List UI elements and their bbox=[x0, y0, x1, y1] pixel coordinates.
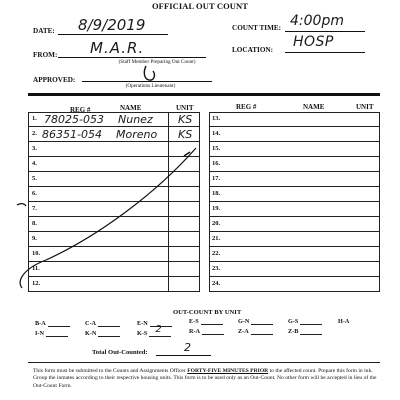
date-value: 8/9/2019 bbox=[78, 16, 146, 34]
reg-cell: 86351-054 bbox=[42, 128, 102, 141]
count-time-value: 4:00pm bbox=[290, 13, 344, 29]
unit-header-right: UNIT bbox=[356, 103, 374, 111]
table-row[interactable]: 16. bbox=[209, 157, 380, 172]
reg-header-left: REG # bbox=[70, 106, 91, 114]
unit-cell: KS bbox=[178, 128, 193, 141]
from-value: M.A.R. bbox=[90, 39, 145, 57]
unit-count-gn[interactable]: G-N bbox=[238, 318, 273, 325]
name-header-left: NAME bbox=[120, 104, 142, 112]
date-label: DATE: bbox=[33, 27, 55, 35]
table-row[interactable]: 6. bbox=[28, 187, 200, 202]
table-row[interactable]: 12. bbox=[28, 277, 200, 292]
name-cell: Nunez bbox=[118, 113, 153, 126]
table-row[interactable]: 3. bbox=[28, 142, 200, 157]
total-label: Total Out-Counted: bbox=[92, 349, 148, 356]
unit-count-ba[interactable]: B-A bbox=[35, 320, 70, 327]
table-row[interactable]: 13. bbox=[209, 112, 380, 127]
table-row[interactable]: 14. bbox=[209, 127, 380, 142]
unit-count-ra[interactable]: R-A bbox=[189, 328, 224, 335]
unit-count-es[interactable]: E-S bbox=[189, 318, 223, 325]
name-header-right: NAME bbox=[303, 103, 325, 111]
unit-cell: KS bbox=[178, 113, 193, 126]
form-title: OFFICIAL OUT COUNT bbox=[151, 1, 249, 11]
table-row[interactable]: 18. bbox=[209, 187, 380, 202]
count-time-label: COUNT TIME: bbox=[232, 24, 282, 32]
reg-header-right: REG # bbox=[236, 103, 257, 111]
unit-count-in[interactable]: I-N bbox=[35, 330, 68, 337]
approved-label: APPROVED: bbox=[33, 76, 76, 84]
table-row[interactable]: 9. bbox=[28, 232, 200, 247]
unit-count-gs[interactable]: G-S bbox=[288, 318, 322, 325]
total-field[interactable] bbox=[156, 341, 211, 356]
unit-header-left: UNIT bbox=[176, 104, 194, 112]
approved-caption: (Operations Lieutenant) bbox=[125, 83, 176, 89]
total-value: 2 bbox=[184, 341, 191, 354]
table-row[interactable]: 22. bbox=[209, 247, 380, 262]
footer-divider bbox=[28, 362, 380, 363]
table-row[interactable]: 4. bbox=[28, 157, 200, 172]
table-row[interactable]: 23. bbox=[209, 262, 380, 277]
table-row[interactable]: 11. bbox=[28, 262, 200, 277]
table-row[interactable]: 8. bbox=[28, 217, 200, 232]
table-row[interactable]: 21. bbox=[209, 232, 380, 247]
from-label: FROM: bbox=[33, 51, 58, 59]
footer-instructions: This form must be submitted to the Counts and Assignments Officer FORTY-FIVE MINUTES PRIOR to the affected count. Prepare this form in ink. Group the inmates according to their respective housing units. This form is to be used only as an Out-Count. No other form will be accepted in lieu of the Out-Count Form. bbox=[33, 368, 377, 389]
unit-count-za[interactable]: Z-A bbox=[238, 328, 273, 335]
unit-count-ks[interactable]: K-S 2 bbox=[137, 330, 171, 337]
reg-cell: 78025-053 bbox=[44, 113, 104, 126]
ks-count-value: 2 bbox=[155, 324, 162, 335]
from-caption: (Staff Member Preparing Out Count) bbox=[118, 59, 196, 65]
table-row[interactable]: 17. bbox=[209, 172, 380, 187]
table-row[interactable]: 5. bbox=[28, 172, 200, 187]
table-row[interactable]: 7. bbox=[28, 202, 200, 217]
unit-count-zb[interactable]: Z-B bbox=[288, 328, 322, 335]
name-cell: Moreno bbox=[116, 128, 158, 141]
table-row[interactable]: 10. bbox=[28, 247, 200, 262]
table-row[interactable]: 15. bbox=[209, 142, 380, 157]
table-row[interactable]: 19. bbox=[209, 202, 380, 217]
location-value: HOSP bbox=[293, 34, 334, 50]
table-row[interactable]: 20. bbox=[209, 217, 380, 232]
location-label: LOCATION: bbox=[232, 46, 273, 54]
unit-count-en[interactable]: E-N bbox=[137, 320, 172, 327]
table-row[interactable]: 2. 86351-054 Moreno KS bbox=[28, 127, 200, 142]
unit-count-kn[interactable]: K-N bbox=[85, 330, 120, 337]
out-count-title: OUT-COUNT BY UNIT bbox=[173, 309, 242, 316]
unit-count-ha[interactable]: H-A bbox=[338, 318, 350, 325]
unit-count-ca[interactable]: C-A bbox=[85, 320, 120, 327]
table-row[interactable]: 1. 78025-053 Nunez KS bbox=[28, 112, 200, 127]
table-row[interactable]: 24. bbox=[209, 277, 380, 292]
